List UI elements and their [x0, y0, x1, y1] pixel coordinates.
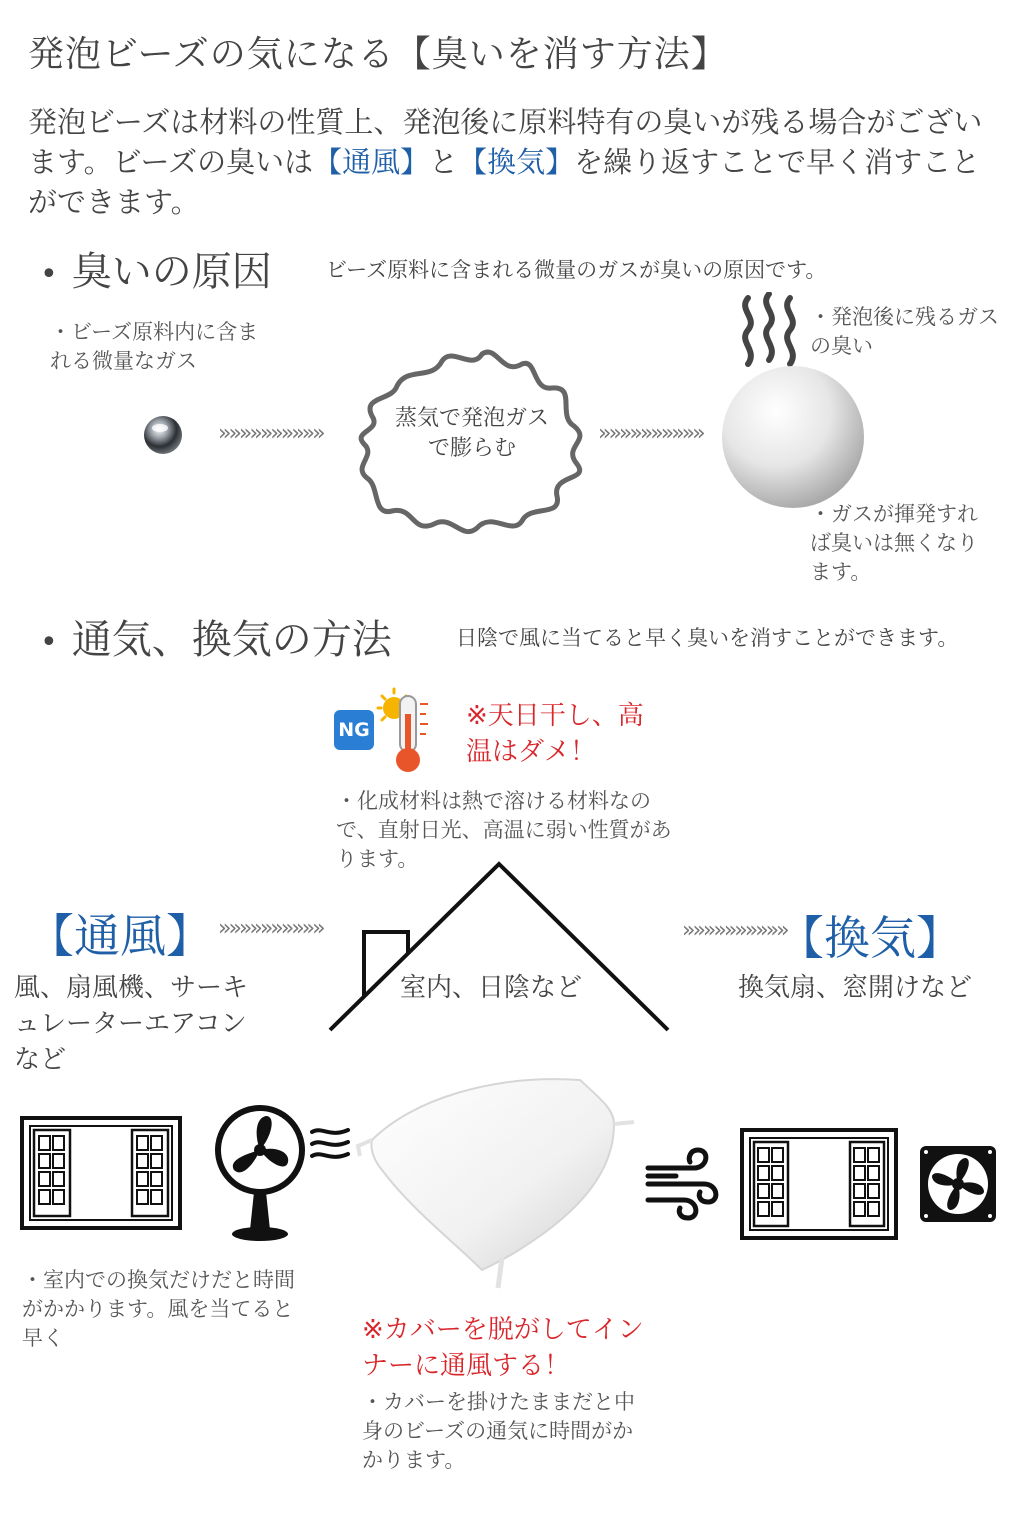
arrow-raw-to-steam: »»»»»»»»»» — [218, 421, 323, 446]
bead-icon — [142, 414, 184, 456]
ng-note: ・化成材料は熱で溶ける材料なので、直射日光、高温に弱い性質があります。 — [336, 789, 672, 871]
evaporate-note: ・ガスが揮発すれば臭いは無くなります。 — [810, 502, 978, 584]
sun-thermometer-icon — [376, 686, 438, 776]
ng-badge: NG — [334, 710, 374, 750]
cover-warning: ※カバーを脱がしてインナーに通風する！ — [362, 1315, 644, 1381]
intro-highlight-ventilation: 【通風】 — [313, 145, 430, 179]
cause-bullet: • — [40, 256, 58, 292]
foam-ball-icon — [718, 362, 868, 512]
window-icon — [20, 1116, 182, 1230]
ng-warning: ※天日干し、高温はダメ！ — [466, 701, 644, 767]
page-title: 発泡ビーズの気になる【臭いを消す方法】 — [28, 34, 728, 75]
indoor-ventilation-note: ・室内での換気だけだと時間がかかります。風を当てると早く — [22, 1268, 295, 1350]
ventilation-fan-icon — [918, 1144, 998, 1224]
window-icon-right — [740, 1128, 898, 1240]
method-subtitle: 日陰で風に当てると早く臭いを消すことができます。 — [456, 626, 959, 650]
intro-paragraph — [28, 102, 1008, 222]
cause-subtitle: ビーズ原料に含まれる微量のガスが臭いの原因です。 — [326, 258, 827, 282]
intro-text-3: を繰り返すことで早く消すことができます。 — [28, 145, 981, 219]
cause-heading — [40, 240, 272, 297]
ventilation-desc: 風、扇風機、サーキュレーターエアコンなど — [14, 973, 249, 1075]
wind-icon — [644, 1144, 722, 1226]
fan-wind-icon — [308, 1124, 352, 1164]
house-icon — [326, 858, 672, 1034]
method-bullet: • — [40, 624, 58, 660]
burst-text: 蒸気で発泡ガスで膨らむ — [394, 406, 549, 461]
method-heading-text: 通気、換気の方法 — [71, 617, 392, 663]
raw-gas-note: ・ビーズ原料内に含まれる微量なガス — [50, 320, 259, 373]
arrow-steam-to-ball: »»»»»»»»»» — [598, 421, 703, 446]
air-exchange-label: 【換気】 — [778, 911, 962, 965]
arrow-ventilation: »»»»»»»»»» — [218, 916, 323, 941]
intro-highlight-air-exchange: 【換気】 — [458, 145, 575, 179]
bead-cushion-icon — [352, 1070, 642, 1292]
air-exchange-desc: 換気扇、窓開けなど — [738, 973, 973, 1003]
indoor-label: 室内、日陰など — [400, 973, 583, 1003]
ventilation-label: 【通風】 — [28, 909, 212, 963]
cover-note: ・カバーを掛けたままだと中身のビーズの通気に時間がかかります。 — [362, 1390, 635, 1472]
intro-text-1: 発泡ビーズは材料の性質上、発泡後に原料特有の臭いが残る場合がございます。ビーズの臭いは — [28, 105, 983, 179]
arrow-air-exchange: »»»»»»»»»» — [682, 918, 787, 943]
steam-icon — [736, 292, 802, 370]
electric-fan-icon — [214, 1104, 306, 1242]
intro-text-2: と — [429, 145, 459, 179]
smell-note: ・発泡後に残るガスの臭い — [810, 305, 999, 358]
cause-heading-text: 臭いの原因 — [71, 249, 272, 295]
method-heading — [40, 608, 392, 665]
